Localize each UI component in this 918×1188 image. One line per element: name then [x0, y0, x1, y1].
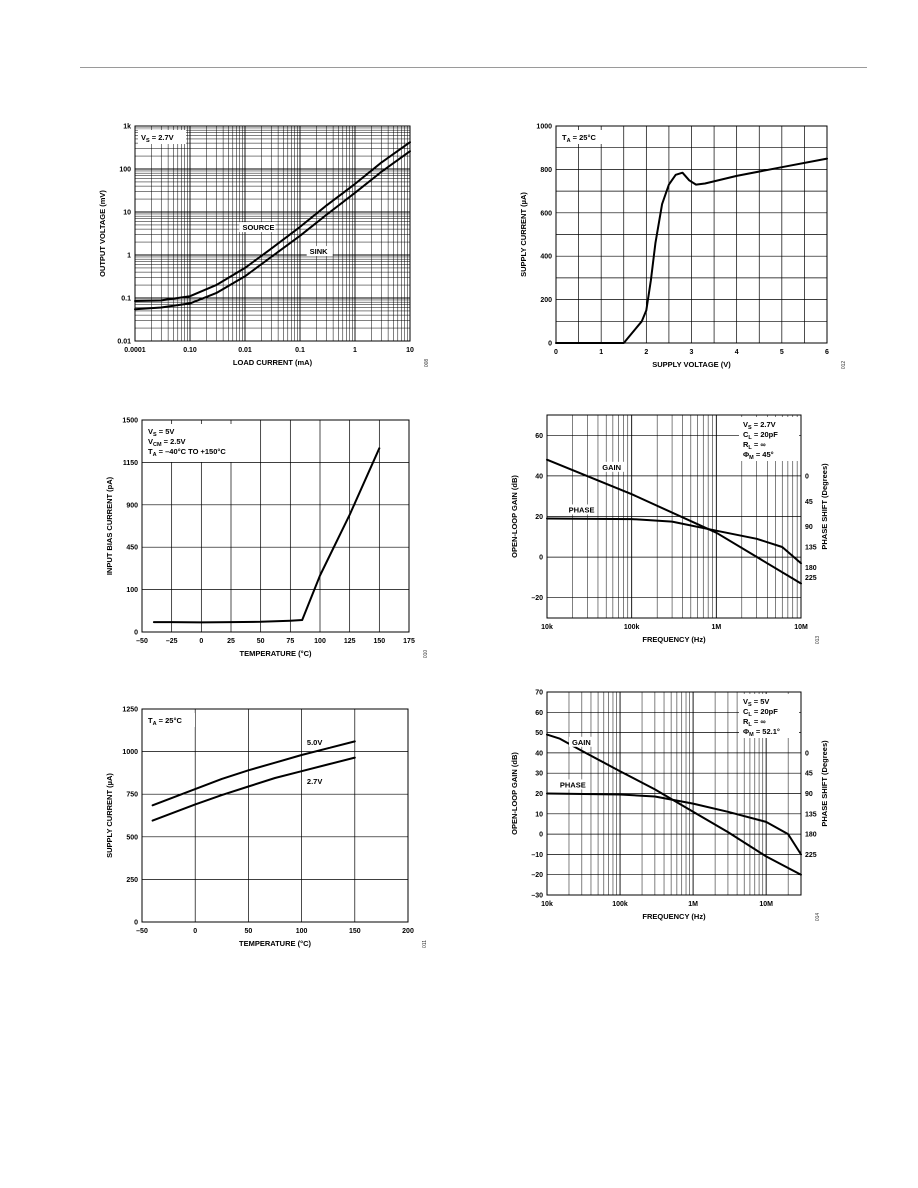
series-label: GAIN: [572, 737, 591, 747]
chart-supply-current-vs-supply-voltage: [519, 124, 847, 370]
y-tick-label: 1: [127, 252, 131, 260]
condition-annotation: $V_S = 5V$: [148, 427, 175, 438]
figure-number: 014: [815, 912, 821, 922]
y2-tick-label: 90: [805, 791, 813, 798]
x-tick-label: 10M: [794, 624, 808, 631]
y2-tick-label: 90: [805, 524, 813, 532]
y-tick-label: 1000: [536, 123, 552, 131]
y-tick-label: 20: [535, 514, 543, 521]
y-axis-label: SUPPLY CURRENT (µA): [519, 192, 528, 277]
y-tick-label: 0: [548, 340, 552, 348]
x-tick-label: 0: [193, 928, 198, 935]
y-tick-label: 100: [119, 166, 131, 174]
y-tick-label: 0.01: [117, 338, 131, 346]
y2-tick-label: 225: [805, 574, 817, 582]
x-tick-label: 25: [227, 638, 235, 645]
y-tick-label: 600: [540, 210, 552, 218]
condition-annotation: $V_{CM} = 2.5V$: [148, 437, 186, 448]
y-tick-label: 40: [535, 473, 543, 481]
y-tick-label: 0: [539, 831, 543, 839]
x-tick-label: –50: [136, 928, 148, 935]
x-tick-label: 10k: [541, 901, 553, 908]
y-tick-label: 1500: [122, 417, 138, 425]
x-axis-label: TEMPERATURE (°C): [238, 939, 312, 948]
chart-open-loop-gain-phase-5v: [510, 690, 829, 922]
y-tick-label: 0: [134, 919, 138, 927]
x-tick-label: –50: [136, 638, 148, 645]
y2-tick-label: 0: [805, 750, 809, 758]
y-tick-label: 1250: [122, 706, 138, 714]
x-axis-label: FREQUENCY (Hz): [642, 635, 706, 644]
x-tick-label: 3: [689, 349, 694, 356]
x-tick-label: 200: [402, 928, 414, 935]
x-axis-label: TEMPERATURE (°C): [239, 649, 312, 658]
y-tick-label: 20: [535, 791, 543, 798]
x-tick-label: 1M: [688, 901, 698, 908]
y2-axis-label: PHASE SHIFT (Degrees): [820, 463, 829, 550]
y-tick-label: 60: [535, 432, 543, 440]
x-tick-label: 1: [353, 347, 357, 354]
series-line-2-7v: [153, 758, 355, 821]
chart-open-loop-gain-phase-2v7: [510, 415, 829, 644]
plot-frame: [142, 709, 408, 922]
y2-axis-label: PHASE SHIFT (Degrees): [820, 740, 829, 827]
y-tick-label: 500: [126, 834, 138, 842]
figure-number: 013: [815, 635, 821, 645]
series-label: 2.7V: [306, 776, 323, 786]
y-tick-label: 60: [535, 709, 543, 717]
condition-annotation: $C_L = 20pF$: [743, 430, 778, 441]
condition-annotation: $\Phi_M = 45^\circ$: [743, 450, 774, 461]
y2-tick-label: 0: [805, 473, 809, 481]
y-axis-label: OUTPUT VOLTAGE (mV): [98, 190, 107, 277]
series-line-0: [154, 448, 379, 622]
y-axis-label: OPEN-LOOP GAIN (dB): [510, 475, 519, 558]
y-tick-label: 1k: [123, 123, 131, 131]
x-tick-label: 10M: [759, 901, 773, 908]
x-tick-label: 0.1: [295, 347, 305, 354]
figure-number: 010: [423, 649, 429, 659]
x-tick-label: 1: [599, 349, 604, 356]
y-tick-label: 1000: [122, 749, 138, 757]
y2-tick-label: 135: [805, 544, 817, 552]
x-tick-label: 2: [644, 349, 649, 356]
x-tick-label: 50: [256, 638, 265, 645]
y-tick-label: –10: [531, 851, 543, 859]
x-tick-label: 0.10: [183, 347, 197, 354]
y-tick-label: 900: [126, 502, 138, 510]
series-line-phase: [547, 519, 801, 564]
y-tick-label: 750: [126, 791, 138, 799]
condition-annotation: $T_A = 25^\circ C$: [148, 716, 182, 727]
y-tick-label: –30: [531, 892, 543, 900]
y2-tick-label: 180: [805, 831, 817, 839]
condition-annotation: $T_A = 25^\circ C$: [562, 133, 596, 144]
x-tick-label: 0: [554, 349, 558, 356]
y-axis-label: SUPPLY CURRENT (µA): [105, 773, 114, 858]
series-label: GAIN: [602, 462, 622, 472]
condition-annotation: $V_S = 5V$: [743, 697, 770, 708]
series-label: PHASE: [559, 780, 586, 790]
y-tick-label: 800: [540, 166, 552, 174]
x-tick-label: 10: [406, 347, 414, 354]
x-tick-label: 50: [244, 928, 253, 935]
series-label: 5.0V: [306, 737, 323, 747]
x-tick-label: 6: [825, 349, 829, 356]
y-tick-label: 0: [539, 554, 543, 562]
y-axis-label: INPUT BIAS CURRENT (pA): [105, 476, 114, 576]
y2-tick-label: 180: [805, 564, 817, 572]
x-tick-label: 1M: [711, 624, 722, 631]
y2-tick-label: 135: [805, 811, 817, 819]
x-tick-label: 0.01: [238, 347, 252, 354]
x-tick-label: 0: [199, 638, 204, 645]
y-tick-label: 50: [535, 730, 543, 738]
condition-annotation: $T_A = -40^\circ C$ TO +150°C: [148, 447, 226, 458]
series-label: SINK: [309, 247, 328, 257]
chart-supply-current-vs-temperature: [105, 707, 428, 949]
condition-annotation: $R_L$ = ∞: [743, 440, 766, 451]
x-tick-label: 150: [373, 638, 386, 645]
series-label: PHASE: [568, 505, 595, 515]
condition-annotation: $V_S = 2.7V$: [743, 420, 776, 431]
chart-input-bias-current-vs-temperature: [105, 418, 429, 659]
figure-number: 012: [841, 360, 847, 370]
y2-tick-label: 225: [805, 851, 817, 859]
x-tick-label: 100k: [612, 901, 628, 908]
condition-annotation: $V_S = 2.7V$: [141, 133, 174, 144]
y-tick-label: 100: [126, 587, 138, 595]
series-label: SOURCE: [242, 223, 275, 233]
y-tick-label: –20: [531, 595, 543, 603]
y-tick-label: 10: [123, 209, 131, 217]
y-tick-label: 1150: [122, 459, 138, 467]
x-tick-label: 125: [343, 638, 356, 645]
figure-number: 011: [422, 940, 428, 948]
y2-tick-label: 45: [805, 498, 813, 506]
x-tick-label: 175: [403, 638, 415, 645]
x-axis-label: LOAD CURRENT (mA): [232, 358, 313, 367]
figure-number: 008: [424, 358, 430, 368]
x-tick-label: 4: [734, 349, 739, 356]
y-tick-label: 0.1: [121, 295, 131, 303]
x-axis-label: FREQUENCY (Hz): [642, 912, 706, 921]
y-tick-label: –20: [531, 872, 543, 880]
y-tick-label: 10: [535, 811, 543, 819]
x-tick-label: 0.0001: [124, 347, 146, 354]
y-tick-label: 450: [126, 544, 138, 552]
y-tick-label: 200: [540, 297, 552, 305]
x-tick-label: 5: [779, 349, 784, 356]
y-tick-label: 400: [540, 253, 552, 261]
x-tick-label: 10k: [541, 624, 553, 631]
plot-frame: [135, 126, 410, 341]
y-axis-label: OPEN-LOOP GAIN (dB): [510, 752, 519, 835]
y-tick-label: 30: [535, 770, 543, 778]
x-tick-label: 75: [286, 638, 295, 645]
series-line-5-0v: [153, 741, 355, 805]
y-tick-label: 40: [535, 750, 543, 758]
condition-annotation: $C_L = 20pF$: [743, 707, 778, 718]
y2-tick-label: 45: [805, 770, 813, 778]
x-axis-label: SUPPLY VOLTAGE (V): [652, 360, 731, 369]
chart-output-voltage-vs-load-current: [98, 124, 430, 368]
x-tick-label: –25: [165, 638, 178, 645]
x-tick-label: 100: [295, 928, 308, 935]
x-tick-label: 150: [348, 928, 361, 935]
x-tick-label: 100: [314, 638, 326, 645]
condition-annotation: $R_L$ = ∞: [743, 717, 766, 728]
condition-annotation: $\Phi_M = 52.1^\circ$: [743, 727, 780, 738]
y-tick-label: 70: [535, 689, 543, 697]
y-tick-label: 250: [126, 876, 138, 884]
x-tick-label: 100k: [623, 624, 640, 631]
y-tick-label: 0: [134, 629, 138, 637]
